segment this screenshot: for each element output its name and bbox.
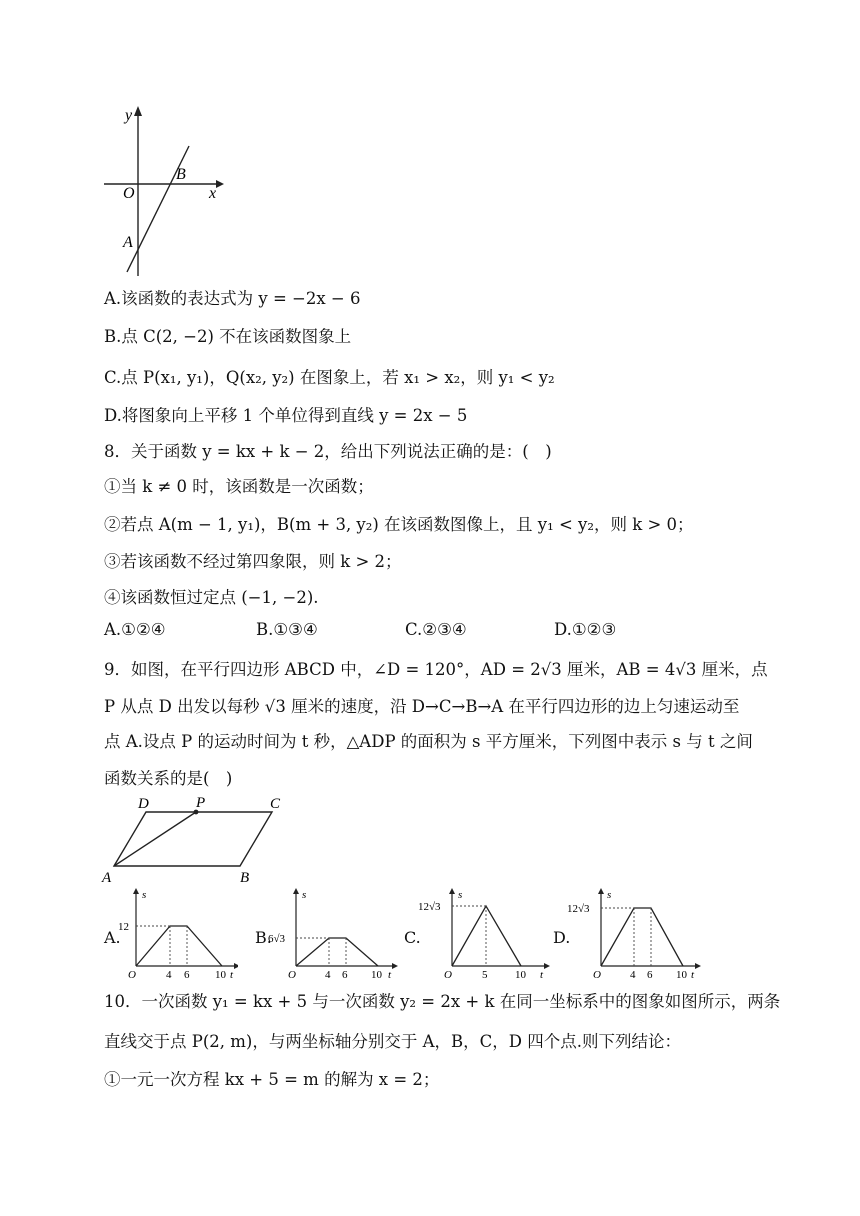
q8-choice-b: B.①③④ bbox=[256, 620, 318, 639]
x-axis-label: x bbox=[209, 185, 217, 202]
graph-a-xtick-4: 4 bbox=[166, 969, 172, 980]
graph-d-s: s bbox=[607, 889, 612, 901]
q8-statement-1: ①当 k ≠ 0 时，该函数是一次函数； bbox=[104, 477, 374, 496]
y-axis-label: y bbox=[125, 107, 133, 124]
q7-option-d: D.将图象向上平移 1 个单位得到直线 y = 2x − 5 bbox=[104, 406, 468, 425]
graph-d-letter: D. bbox=[553, 928, 571, 947]
graph-d-xtick-6: 6 bbox=[647, 969, 653, 980]
graph-b-s: s bbox=[302, 889, 307, 901]
graph-a-ytick: 12 bbox=[118, 921, 129, 933]
para-d-label: D bbox=[138, 796, 149, 812]
q8-choice-d: D.①②③ bbox=[554, 620, 617, 639]
graph-a-s: s bbox=[142, 889, 147, 901]
q7-option-c: C.点 P(x₁, y₁)，Q(x₂, y₂) 在图象上，若 x₁ > x₂，则 y₁ < y₂ bbox=[104, 368, 555, 387]
graph-c-xtick-10: 10 bbox=[515, 969, 526, 980]
graph-d-o: O bbox=[593, 969, 601, 980]
graph-a-letter: A. bbox=[104, 928, 121, 947]
graph-b-xtick-4: 4 bbox=[325, 969, 331, 980]
graph-b-xtick-6: 6 bbox=[342, 969, 348, 980]
graph-d-t: t bbox=[691, 969, 695, 980]
graph-b-o: O bbox=[288, 969, 296, 980]
graph-c-s: s bbox=[458, 889, 463, 901]
graph-a-xtick-6: 6 bbox=[184, 969, 190, 980]
para-b-label: B bbox=[240, 870, 250, 884]
q9-line-4: 函数关系的是( ) bbox=[104, 769, 233, 788]
graph-d-xtick-10: 10 bbox=[676, 969, 687, 980]
graph-c-letter: C. bbox=[404, 928, 421, 947]
q8-statement-4: ④该函数恒过定点 (−1, −2). bbox=[104, 588, 319, 607]
graph-a bbox=[118, 888, 238, 980]
q7-option-a: A.该函数的表达式为 y = −2x − 6 bbox=[104, 289, 361, 308]
graph-a-t: t bbox=[230, 969, 234, 980]
graph-d bbox=[567, 888, 701, 980]
para-p-label: P bbox=[196, 795, 206, 811]
para-a-label: A bbox=[102, 870, 112, 884]
graph-d-ytick: 12√3 bbox=[567, 903, 590, 915]
q9-parallelogram bbox=[98, 794, 288, 884]
graph-b bbox=[268, 888, 398, 980]
graph-c-xtick-5: 5 bbox=[482, 969, 488, 980]
q9-line-3: 点 A.设点 P 的运动时间为 t 秒，△ADP 的面积为 s 平方厘米，下列图中表示 s 与 t 之间 bbox=[104, 732, 753, 751]
q8-choice-c: C.②③④ bbox=[405, 620, 467, 639]
q8-statement-3: ③若该函数不经过第四象限，则 k > 2； bbox=[104, 552, 402, 571]
q10-line-1: 10．一次函数 y₁ = kx + 5 与一次函数 y₂ = 2x + k 在同一坐标系中的图象如图所示，两条 bbox=[104, 992, 781, 1011]
q7-option-b: B.点 C(2, −2) 不在该函数图象上 bbox=[104, 327, 352, 346]
q8-statement-2: ②若点 A(m − 1, y₁)，B(m + 3, y₂) 在该函数图像上，且 y₁ < y₂，则 k > 0； bbox=[104, 515, 694, 534]
graph-b-t: t bbox=[388, 969, 392, 980]
graph-b-letter: B. bbox=[255, 928, 272, 947]
graph-c bbox=[418, 888, 550, 980]
q10-line-3: ①一元一次方程 kx + 5 = m 的解为 x = 2； bbox=[104, 1070, 440, 1089]
graph-a-xtick-10: 10 bbox=[215, 969, 226, 980]
q8-choice-a: A.①②④ bbox=[104, 620, 166, 639]
point-b-label: B bbox=[176, 166, 186, 183]
para-c-label: C bbox=[270, 796, 281, 812]
graph-b-ytick: 6√3 bbox=[268, 933, 286, 945]
graph-b-xtick-10: 10 bbox=[371, 969, 382, 980]
graph-c-o: O bbox=[444, 969, 452, 980]
graph-c-ytick: 12√3 bbox=[418, 901, 441, 913]
graph-d-xtick-4: 4 bbox=[630, 969, 636, 980]
q10-line-2: 直线交于点 P(2, m)，与两坐标轴分别交于 A，B，C，D 四个点.则下列结论： bbox=[104, 1032, 681, 1051]
q8-stem: 8．关于函数 y = kx + k − 2，给出下列说法正确的是：( ) bbox=[104, 442, 552, 461]
graph-c-t: t bbox=[540, 969, 544, 980]
point-a-label: A bbox=[123, 234, 133, 251]
q9-line-1: 9．如图，在平行四边形 ABCD 中，∠D = 120°，AD = 2√3 厘米，AB = 4√3 厘米，点 bbox=[104, 660, 768, 679]
q7-graph bbox=[96, 100, 236, 285]
q9-line-2: P 从点 D 出发以每秒 √3 厘米的速度，沿 D→C→B→A 在平行四边形的边上匀速运动至 bbox=[104, 697, 740, 716]
origin-label: O bbox=[123, 185, 135, 202]
graph-a-o: O bbox=[128, 969, 136, 980]
